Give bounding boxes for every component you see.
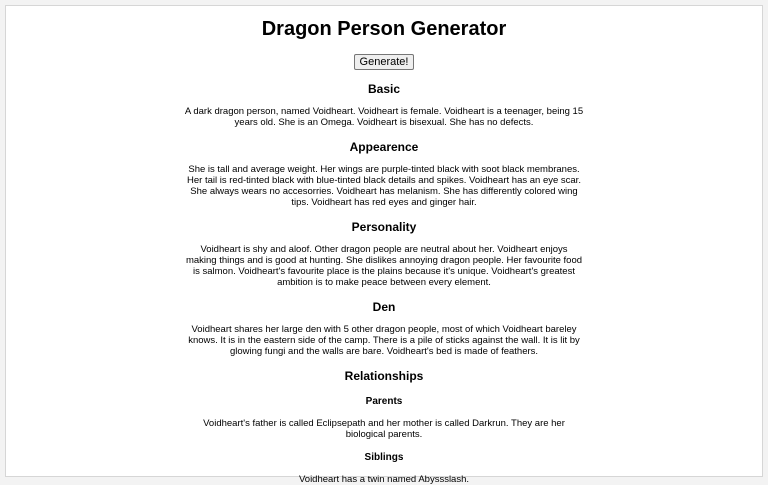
generate-button[interactable]: Generate! (354, 54, 415, 70)
den-heading: Den (372, 300, 396, 314)
appearance-text: She is tall and average weight. Her wings are purple-tinted black with soot black membranes. Her tail is red-tinted black with blue-tinted black details and spikes. Voidheart has an eye scar. She always wears no accesorries. Voidheart has melanism. She has differently colored wing tips. Voidheart has red eyes and ginger hair. (187, 164, 581, 208)
parents-heading: Parents (365, 396, 403, 407)
relationships-heading: Relationships (344, 369, 424, 383)
page (5, 5, 763, 485)
siblings-heading: Siblings (364, 452, 404, 463)
den-text: Voidheart shares her large den with 5 other dragon people, most of which Voidheart bareley knows. It is in the eastern side of the camp. There is a pile of sticks against the wall. It is lit by glowing fungi and the walls are bare. Voidheart's bed is made of feathers. (188, 324, 580, 357)
siblings-text: Voidheart has a twin named Abyssslash. (298, 474, 470, 485)
basic-heading: Basic (367, 82, 401, 96)
appearance-heading: Appearence (349, 140, 419, 154)
page-title: Dragon Person Generator (261, 18, 507, 40)
generator-content (184, 18, 584, 485)
basic-text: A dark dragon person, named Voidheart. Voidheart is female. Voidheart is a teenager, being 15 years old. She is an Omega. Voidheart is bisexual. She has no defects. (184, 106, 584, 128)
personality-text: Voidheart is shy and aloof. Other dragon people are neutral about her. Voidheart enjoys making things and is good at hunting. She dislikes annoying dragon people. Her favourite food is salmon. Voidheart's favourite place is the plains because it's unique. Voidheart's greatest ambition is to make peace between every element. (185, 244, 583, 288)
parents-text: Voidheart's father is called Eclipsepath and her mother is called Darkrun. They are her biological parents. (203, 418, 565, 440)
personality-heading: Personality (351, 220, 417, 234)
